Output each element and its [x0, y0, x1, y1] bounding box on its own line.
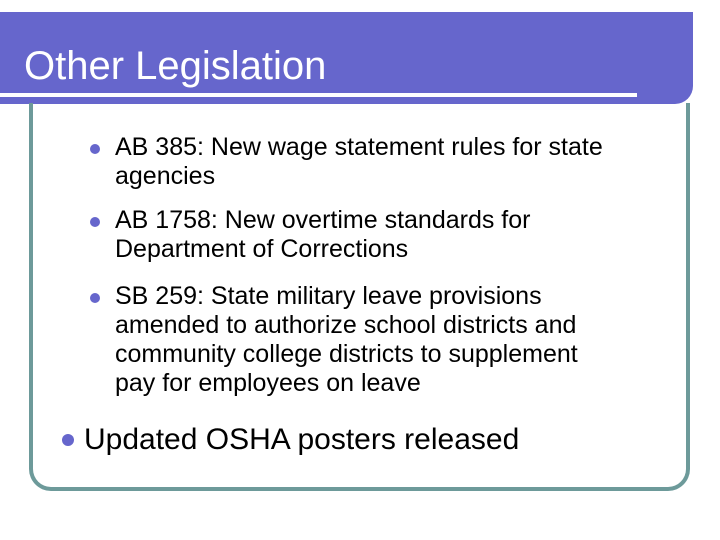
sub-bullet-text-line: pay for employees on leave: [115, 369, 421, 397]
sub-bullet-text-line: Department of Corrections: [115, 235, 409, 263]
sub-bullet-text-line: SB 259: State military leave provisions: [115, 282, 542, 310]
slide-title: Other Legislation: [24, 44, 327, 88]
sub-bullet-text-line: amended to authorize school districts and: [115, 311, 577, 339]
sub-bullet-text-line: agencies: [115, 162, 216, 190]
sub-bullet-text-line: community college districts to supplement: [115, 340, 578, 368]
bullet-dot-icon: [90, 217, 100, 227]
bullet-dot-icon: [90, 144, 100, 154]
sub-bullet-text-line: AB 1758: New overtime standards for: [115, 206, 531, 234]
sub-bullet-sb259: [115, 282, 578, 398]
title-bar: [0, 12, 693, 104]
main-bullet-text: Updated OSHA posters released: [84, 423, 520, 456]
sub-bullet-ab385: [115, 133, 603, 191]
sub-bullet-ab1758: [115, 206, 530, 264]
title-underline: [0, 93, 637, 97]
main-bullet-osha: [84, 423, 519, 457]
sub-bullet-text-line: AB 385: New wage statement rules for state: [115, 133, 603, 161]
bullet-dot-icon: [62, 434, 74, 446]
bullet-dot-icon: [90, 293, 100, 303]
